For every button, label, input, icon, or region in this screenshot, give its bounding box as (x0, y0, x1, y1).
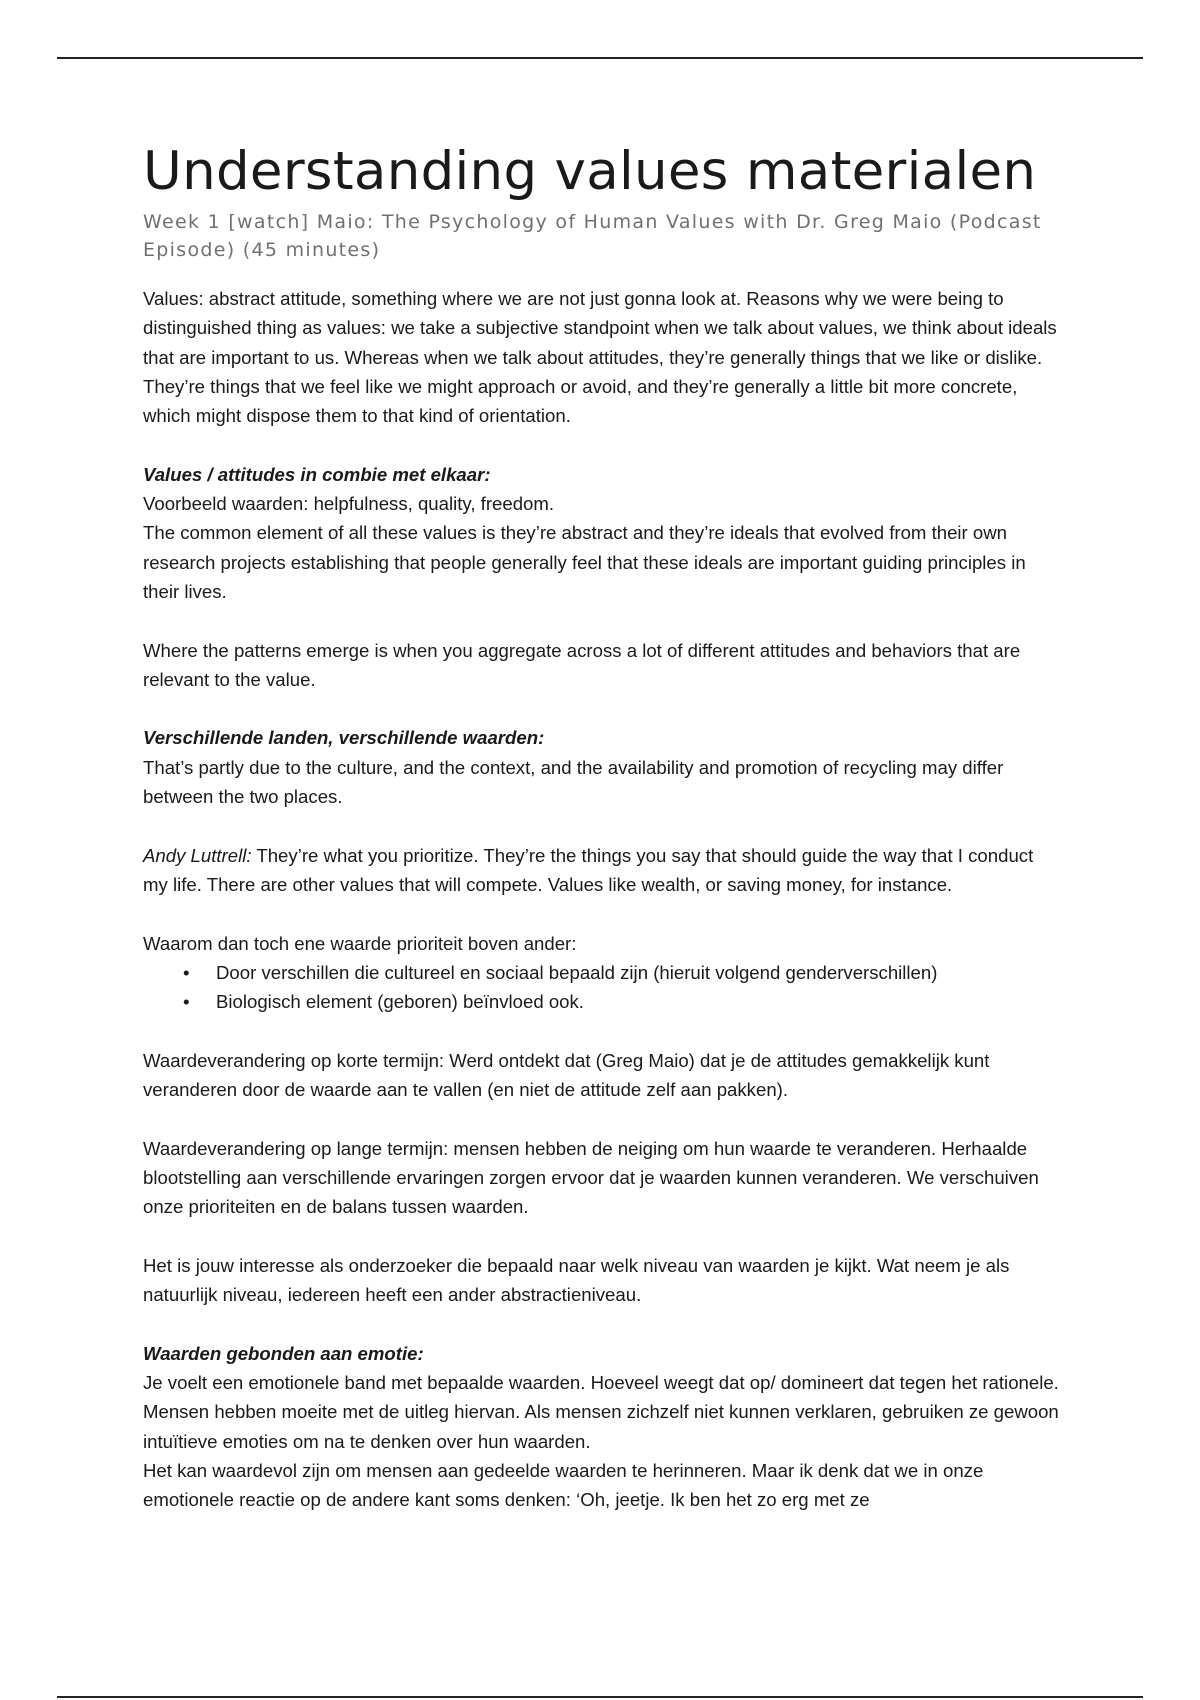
document-title: Understanding values materialen (143, 141, 1037, 202)
paragraph-gap (143, 899, 1063, 928)
document-subtitle: Week 1 [watch] Maio: The Psychology of Human Values with Dr. Greg Maio (Podcast Episode) (45 minutes) (143, 211, 1042, 261)
paragraph-gap (143, 694, 1063, 723)
priority-intro: Waarom dan toch ene waarde prioriteit boven ander: (143, 932, 577, 954)
paragraph-gap (143, 1309, 1063, 1338)
long-term-paragraph: Waardeverandering op lange termijn: mensen hebben de neiging om hun waarde te veranderen. Herhaalde blootstelling aan verschillende ervaringen zorgen ervoor dat je waarden kunnen veranderen. We verschuiven onze prioriteiten en de balans tussen waarden. (143, 1137, 1039, 1218)
quote-speaker: Andy Luttrell: (143, 844, 252, 866)
list-item-text: Biologisch element (geboren) beïnvloed ook. (216, 991, 584, 1013)
paragraph-gap (143, 1104, 1063, 1133)
patterns-paragraph: Where the patterns emerge is when you aggregate across a lot of different attitudes and behaviors that are relevant to the value. (143, 639, 1021, 690)
intro-paragraph: Values: abstract attitude, something where we are not just gonna look at. Reasons why we were being to distinguished thing as values: we take a subjective standpoint when we talk about values, we think about ideals that are important to us. Whereas when we talk about attitudes, they’re generally things that we like or dislike. They’re things that we feel like we might approach or avoid, and they’re generally a little bit more concrete, which might dispose them to that kind of orientation. (143, 288, 1057, 427)
paragraph-gap (143, 1222, 1063, 1251)
interest-paragraph: Het is jouw interesse als onderzoeker die bepaald naar welk niveau van waarden je kijkt. Wat neem je als natuurlijk niveau, iedereen heeft een ander abstractieniveau. (143, 1254, 1010, 1306)
list-item (143, 987, 1063, 1016)
list-item (143, 958, 1063, 987)
quote-paragraph (143, 841, 1063, 900)
paragraph-gap (143, 811, 1063, 840)
bullet-icon: • (183, 991, 190, 1013)
paragraph-gap (143, 1016, 1063, 1045)
list-item-text: Door verschillen die cultureel en sociaal bepaald zijn (hieruit volgend genderverschillen) (216, 961, 938, 983)
header-rule (57, 57, 1143, 59)
emotion-paragraph-continued: Het kan waardevol zijn om mensen aan gedeelde waarden te herinneren. Maar ik denk dat we in onze emotionele reactie op de andere kant soms denken: ‘Oh, jeetje. Ik ben het zo erg met ze (143, 1459, 984, 1511)
values-examples-line: Voorbeeld waarden: helpfulness, quality, freedom. (143, 493, 555, 515)
short-term-paragraph: Waardeverandering op korte termijn: Werd ontdekt dat (Greg Maio) dat je de attitudes gemakkelijk kunt veranderen door de waarde aan te vallen (en niet de attitude zelf aan pakken). (143, 1049, 990, 1101)
footer-rule (57, 1696, 1143, 1698)
paragraph-gap (143, 430, 1063, 459)
priority-bullet-list (143, 958, 1063, 1017)
countries-paragraph: That’s partly due to the culture, and the context, and the availability and promotion of recycling may differ between the two places. (143, 756, 1004, 808)
bullet-icon: • (183, 961, 190, 983)
document-page (143, 140, 1063, 1514)
values-common-element-paragraph: The common element of all these values is they’re abstract and they’re ideals that evolved from their own research projects establishing that people generally feel that these ideals are important guiding principles in their lives. (143, 522, 1026, 602)
quote-text: They’re what you prioritize. They’re the things you say that should guide the way that I conduct my life. There are other values that will compete. Values like wealth, or saving money, for instance. (143, 844, 1034, 895)
document-body (143, 284, 1063, 1514)
section-heading-countries: Verschillende landen, verschillende waarden: (143, 727, 545, 749)
section-heading-values-attitudes: Values / attitudes in combie met elkaar: (143, 463, 491, 485)
paragraph-gap (143, 606, 1063, 635)
section-heading-emotion: Waarden gebonden aan emotie: (143, 1342, 424, 1364)
emotion-paragraph: Je voelt een emotionele band met bepaalde waarden. Hoeveel weegt dat op/ domineert dat tegen het rationele. Mensen hebben moeite met de uitleg hiervan. Als mensen zichzelf niet kunnen verklaren, gebruiken ze gewoon intuïtieve emoties om na te denken over hun waarden. (143, 1371, 1059, 1452)
